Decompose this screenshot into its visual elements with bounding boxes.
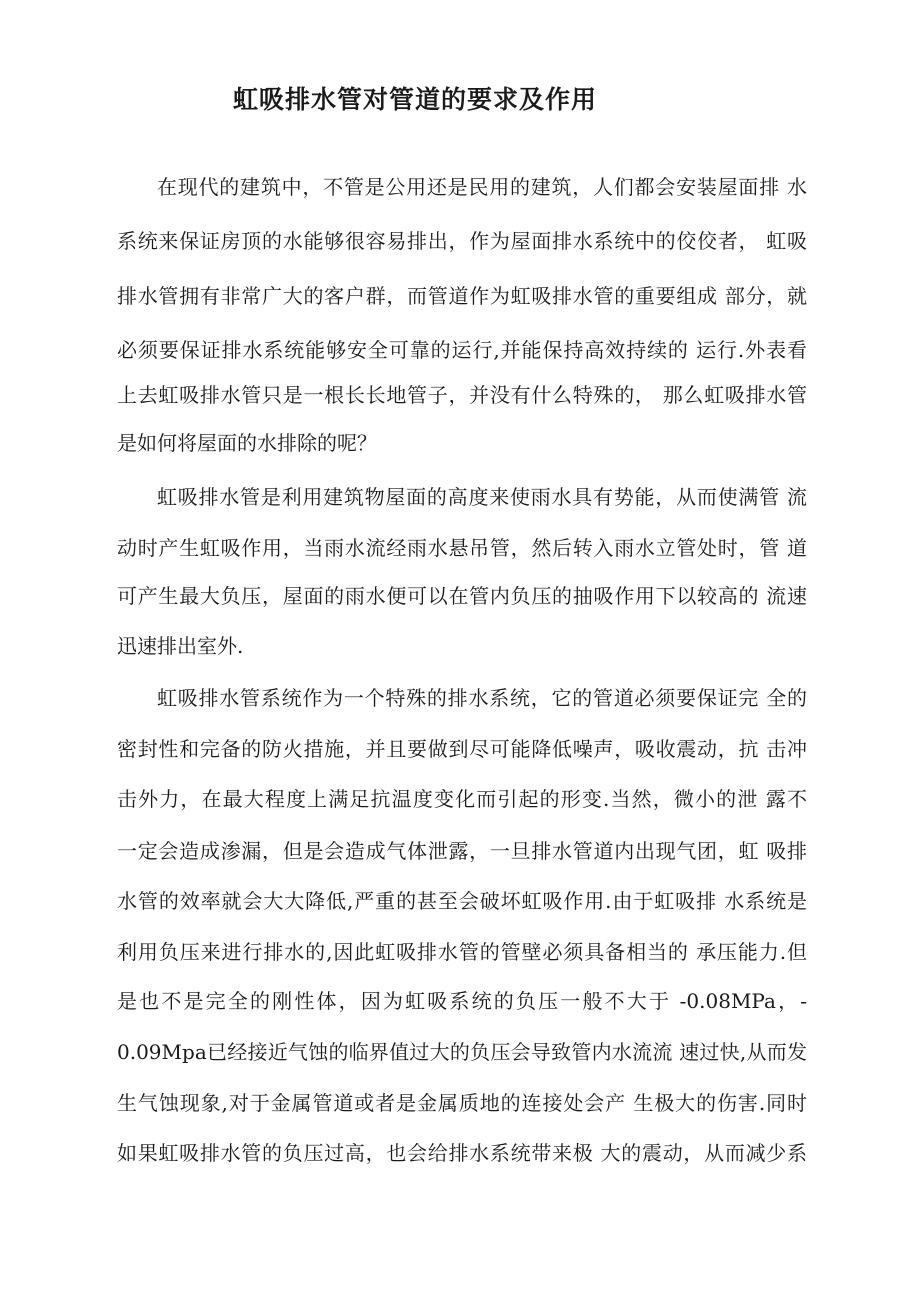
paragraph-1-line-1: 在现代的建筑中，不管是公用还是民用的建筑，人们都会安装屋面排 水 xyxy=(157,175,807,199)
paragraph-3-line-2: 密封性和完备的防火措施，并且要做到尽可能降低噪声，吸收震动，抗 击冲 xyxy=(117,737,807,761)
paragraph-3-line-8: 0.09Mpa已经接近气蚀的临界值过大的负压会导致管内水流流 速过快,从而发 xyxy=(117,1040,807,1064)
paragraph-1-line-3: 排水管拥有非常广大的客户群，而管道作为虹吸排水管的重要组成 部分，就 xyxy=(117,284,807,308)
paragraph-3-line-7: 是也不是完全的刚性体，因为虹吸系统的负压一般不大于 -0.08MPa，- xyxy=(117,989,807,1013)
paragraph-1-line-6: 是如何将屋面的水排除的呢？ xyxy=(117,431,377,455)
paragraph-3-line-5: 水管的效率就会大大降低,严重的甚至会破坏虹吸作用.由于虹吸排 水系统是 xyxy=(117,889,807,913)
paragraph-2-line-2: 动时产生虹吸作用，当雨水流经雨水悬吊管，然后转入雨水立管处时，管 道 xyxy=(117,536,807,560)
paragraph-3-line-9: 生气蚀现象,对于金属管道或者是金属质地的连接处会产 生极大的伤害.同时 xyxy=(117,1091,807,1115)
paragraph-1-line-4: 必须要保证排水系统能够安全可靠的运行,并能保持高效持续的 运行.外表看 xyxy=(117,338,807,362)
paragraph-2-line-1: 虹吸排水管是利用建筑物屋面的高度来使雨水具有势能，从而使满管 流 xyxy=(157,485,807,509)
paragraph-3-line-10: 如果虹吸排水管的负压过高，也会给排水系统带来极 大的震动，从而减少系 xyxy=(117,1141,807,1165)
paragraph-3-line-6: 利用负压来进行排水的,因此虹吸排水管的管壁必须具备相当的 承压能力.但 xyxy=(117,940,807,964)
paragraph-2-line-3: 可产生最大负压，屋面的雨水便可以在管内负压的抽吸作用下以较高的 流速 xyxy=(117,584,807,608)
paragraph-1-line-5: 上去虹吸排水管只是一根长长地管子，并没有什么特殊的， 那么虹吸排水管 xyxy=(117,383,807,407)
paragraph-3-line-3: 击外力，在最大程度上满足抗温度变化而引起的形变.当然，微小的泄 露不 xyxy=(117,787,807,811)
paragraph-1-line-2: 系统来保证房顶的水能够很容易排出，作为屋面排水系统中的佼佼者， 虹吸 xyxy=(117,229,807,253)
paragraph-2-line-4: 迅速排出室外. xyxy=(117,634,244,658)
paragraph-3-line-1: 虹吸排水管系统作为一个特殊的排水系统，它的管道必须要保证完 全的 xyxy=(157,686,807,710)
document-title: 虹吸排水管对管道的要求及作用 xyxy=(233,85,598,114)
paragraph-3-line-4: 一定会造成渗漏，但是会造成气体泄露，一旦排水管道内出现气团，虹 吸排 xyxy=(117,839,807,863)
